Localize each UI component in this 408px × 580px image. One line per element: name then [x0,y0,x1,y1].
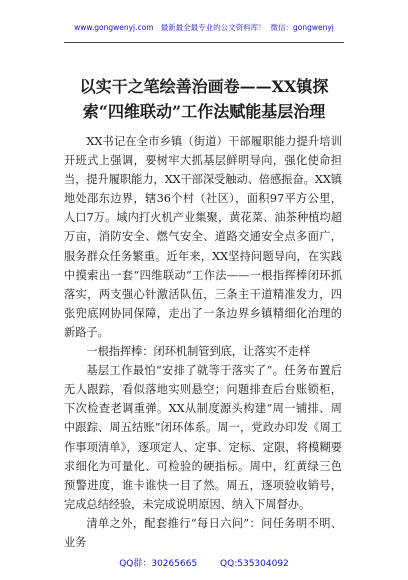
banner-wechat: 微信：gongwenyj [270,23,334,32]
page-footer [0,556,408,569]
body-paragraph: 基层工作最怕“安排了就等于落实了”。任务布置后无人跟踪，看似落地实则悬空；问题排查后台账锁柜，下次检查老调重弹。XX从制度源头构建“周一铺排、周中跟踪、周五结账”闭环体系。周一，党政办印发《周工作事项清单》，逐项定人、定事、定标、定限，将模糊要求细化为可量化、可检验的硬指标。周中，红黄绿三色预警进度，谁卡谁快一目了然。周五，逐项验收销号，完成总结经验，未完成说明原因、纳入下周督办。 [64,364,342,511]
site-banner [0,22,408,33]
banner-slogan: 最新最全最专业的公文资料库！ [160,23,266,32]
website-link[interactable]: www.gongwenyj.com [74,23,154,32]
body-paragraph: XX书记在全市乡镇（街道）干部履职能力提升培训开班式上强调，要树牢大抓基层鲜明导向，强化使命担当，提升履职能力，XX干部深受触动、倍感振奋。XX镇地处邵东边界，辖36个村（社区），面积97平方公里，人口7万。域内打火机产业集聚，黄花菜、油茶种植均超万亩，消防安全、燃气安全、道路交通安全点多面广，服务群众任务繁重。近年来，XX坚持问题导向，在实践中摸索出一套“四维联动”工作法——一根指挥棒闭环抓落实，两支强心针激活队伍，三条主干道精准发力，四张兜底网协同保障，走出了一条边界乡镇精细化治理的新路子。 [64,135,342,339]
body-paragraph: 清单之外，配套推行“每日六问”：问任务明不明、业务 [64,516,342,549]
header-rule [64,42,344,43]
document-body [64,132,342,552]
footer-qq: QQ:535304092 [220,559,289,569]
footer-qq-group: QQ群：30265665 [119,559,198,569]
document-title: 以实干之笔绘善治画卷——XX镇探索“四维联动”工作法赋能基层治理 [79,77,329,121]
section-heading: 一根指挥棒：闭环机制管到底，让落实不走样 [86,345,311,359]
